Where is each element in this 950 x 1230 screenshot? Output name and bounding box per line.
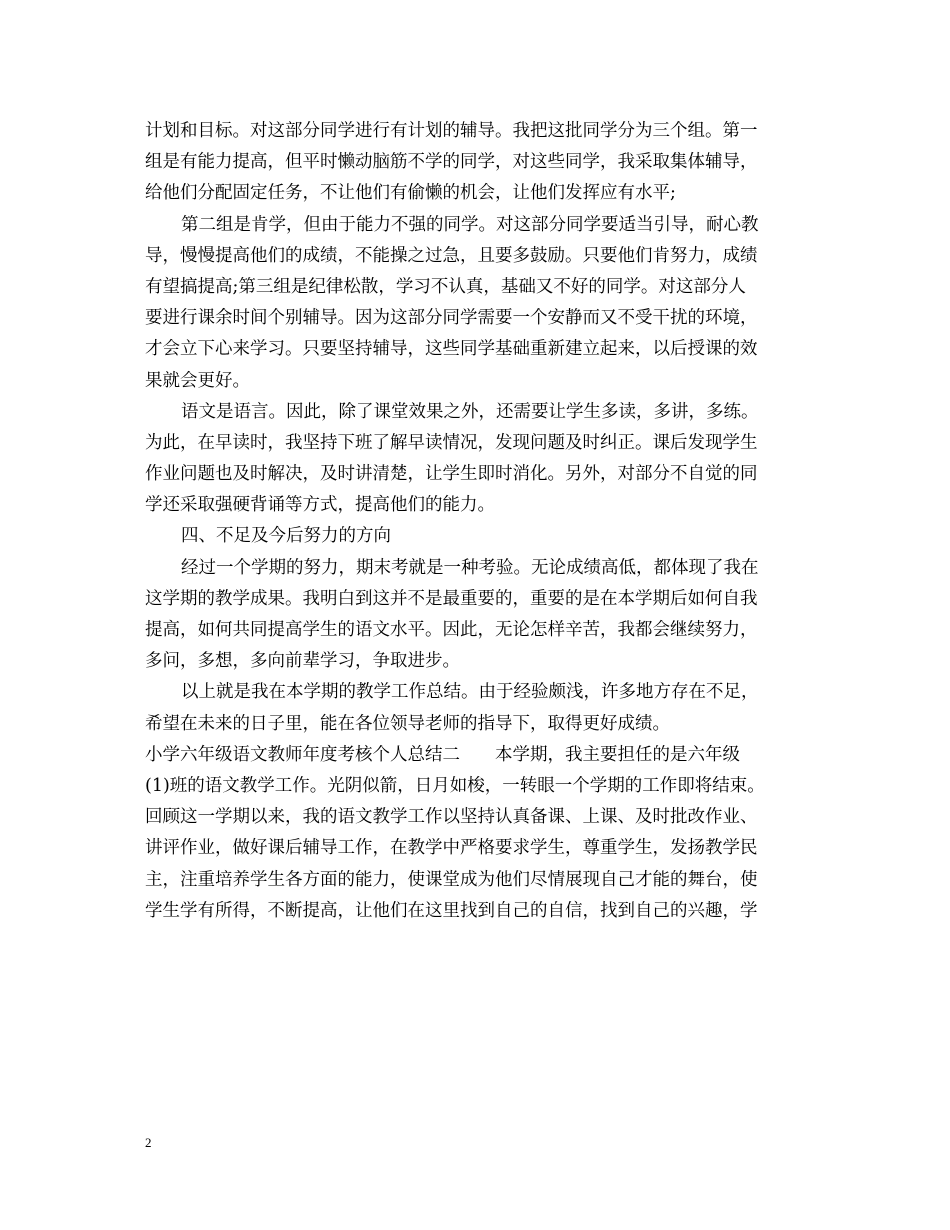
text-line: 学生学有所得，不断提高，让他们在这里找到自己的自信，找到自己的兴趣，学 bbox=[145, 900, 758, 921]
text-line: 希望在未来的日子里，能在各位领导老师的指导下，取得更好成绩。 bbox=[145, 713, 670, 734]
text-line: 有望搞提高;第三组是纪律松散，学习不认真，基础又不好的同学。对这部分人 bbox=[145, 276, 746, 297]
text-line: 主，注重培养学生各方面的能力，使课堂成为他们尽情展现自己才能的舞台，使 bbox=[145, 869, 758, 890]
text-line: 提高，如何共同提高学生的语文水平。因此，无论怎样辛苦，我都会继续努力， bbox=[145, 620, 758, 640]
section-heading: 四、不足及今后努力的方向 bbox=[181, 526, 391, 547]
text-line: (1)班的语文教学工作。光阴似箭，日月如梭，一转眼一个学期的工作即将结束。 bbox=[145, 775, 765, 796]
text-line: 导，慢慢提高他们的成绩，不能操之过急，且要多鼓励。只要他们肯努力，成绩 bbox=[145, 245, 758, 266]
text-line: 为此，在早读时，我坚持下班了解早读情况，发现问题及时纠正。课后发现学生 bbox=[145, 432, 758, 453]
text-line: 以上就是我在本学期的教学工作总结。由于经验颇浅，许多地方存在不足， bbox=[181, 682, 759, 703]
text-line: 讲评作业，做好课后辅导工作，在教学中严格要求学生，尊重学生，发扬教学民 bbox=[145, 838, 758, 859]
text-line: 组是有能力提高，但平时懒动脑筋不学的同学，对这些同学，我采取集体辅导， bbox=[145, 152, 758, 173]
text-line: 这学期的教学成果。我明白到这并不是最重要的，重要的是在本学期后如何自我 bbox=[145, 588, 758, 609]
text-line: 要进行课余时间个别辅导。因为这部分同学需要一个安静而又不受干扰的环境， bbox=[145, 308, 758, 329]
page-number: 2 bbox=[145, 1135, 152, 1150]
body-text bbox=[145, 116, 805, 927]
text-line: 回顾这一学期以来，我的语文教学工作以坚持认真备课、上课、及时批改作业、 bbox=[145, 807, 758, 828]
text-line: 计划和目标。对这部分同学进行有计划的辅导。我把这批同学分为三个组。第一 bbox=[145, 121, 758, 141]
text-line: 多问，多想，多向前辈学习，争取进步。 bbox=[145, 651, 460, 672]
text-line: 第二组是肯学，但由于能力不强的同学。对这部分同学要适当引导，耐心教 bbox=[181, 214, 759, 235]
text-line: 作业问题也及时解决，及时讲清楚，让学生即时消化。另外，对部分不自觉的同 bbox=[145, 464, 758, 485]
text-line: 给他们分配固定任务，不让他们有偷懒的机会，让他们发挥应有水平; bbox=[145, 183, 676, 204]
text-line: 才会立下心来学习。只要坚持辅导，这些同学基础重新建立起来，以后授课的效 bbox=[145, 339, 758, 360]
text-line: 果就会更好。 bbox=[145, 370, 250, 391]
document-title-line: 小学六年级语文教师年度考核个人总结二 本学期，我主要担任的是六年级 bbox=[145, 744, 740, 765]
text-line: 经过一个学期的努力，期末考就是一种考验。无论成绩高低，都体现了我在 bbox=[181, 557, 759, 578]
text-line: 语文是语言。因此，除了课堂效果之外，还需要让学生多读，多讲，多练。 bbox=[181, 401, 759, 422]
text-line: 学还采取强硬背诵等方式，提高他们的能力。 bbox=[145, 495, 495, 516]
